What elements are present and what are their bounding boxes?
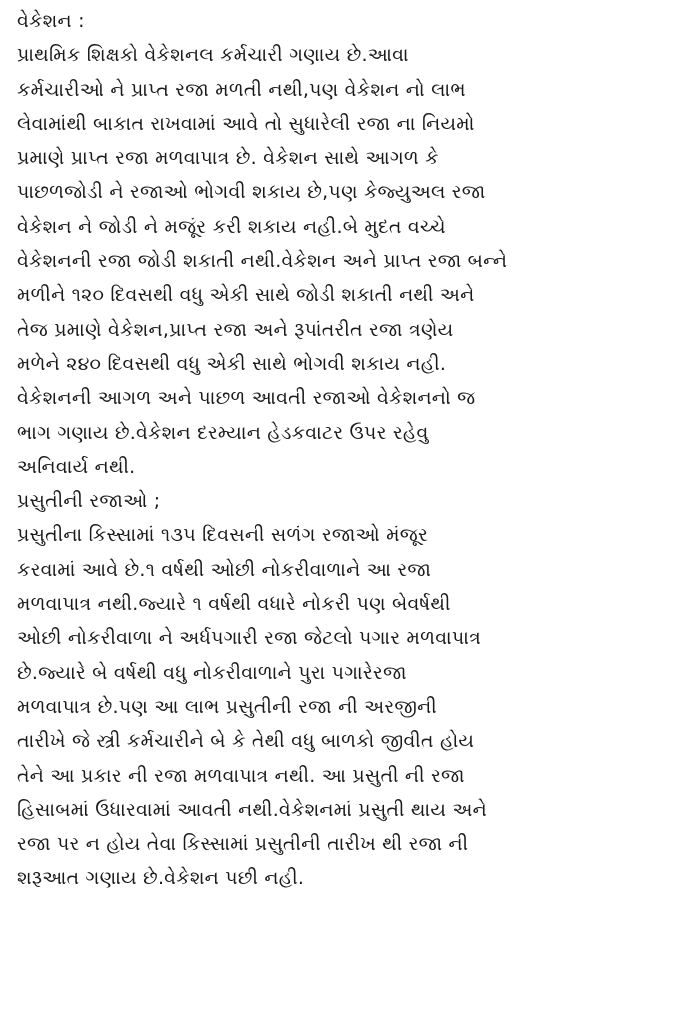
- text-line: મળવાપાત્ર નથી.જ્યારે ૧ વર્ષથી વધારે નોકરી પણ બેવર્ષથી: [17, 593, 451, 616]
- text-line: વેકેશનની આગળ અને પાછળ આવતી રજાઓ વેકેશનનો જ: [17, 387, 476, 410]
- text-line: મળીને ૧૨૦ દિવસથી વધુ એકી સાથે જોડી શકાતી નથી અને: [17, 284, 475, 307]
- text-line: કરવામાં આવે છે.૧ વર્ષથી ઓછી નોકરીવાળાને આ રજા: [17, 558, 432, 581]
- section-heading-maternity-leave: પ્રસુતીની રજાઓ ;: [17, 490, 161, 513]
- text-line: રજા પર ન હોય તેવા કિસ્સામાં પ્રસુતીની તારીખ થી રજા ની: [17, 833, 469, 856]
- text-line: તેજ પ્રમાણે વેકેશન,પ્રાપ્ત રજા અને રૂપાંતરીત રજા ત્રણેય: [17, 318, 454, 341]
- text-line: તેને આ પ્રકાર ની રજા મળવાપાત્ર નથી. આ પ્રસુતી ની રજા: [17, 764, 465, 787]
- section-heading-vacation: વેકેશન :: [17, 10, 85, 32]
- text-line: લેવામાંથી બાકાત રાખવામાં આવે તો સુધારેલી રજા ના નિયમો: [17, 112, 475, 135]
- text-line: વેકેશન ને જોડી ને મજૂંર કરી શકાય નહી.બે મુદત વચ્ચે: [17, 215, 446, 238]
- text-line: મળેને ૨૪૦ દિવસથી વધુ એકી સાથે ભોગવી શકાય નહી.: [17, 352, 447, 375]
- text-line: પ્રમાણે પ્રાપ્ત રજા મળવાપાત્ર છે. વેકેશન સાથે આગળ કે: [17, 147, 439, 170]
- text-line: મળવાપાત્ર છે.પણ આ લાભ પ્રસુતીની રજા ની અરજીની: [17, 695, 437, 718]
- text-line: વેકેશનની રજા જોડી શકાતી નથી.વેકેશન અને પ્રાપ્ત રજા બન્ને: [17, 250, 508, 273]
- text-line: ભાગ ગણાય છે.વેકેશન દરમ્યાન હેડકવાટર ઉપર રહેવુ: [17, 421, 429, 444]
- text-line: પ્રાથમિક શિક્ષકો વેકેશનલ કર્મચારી ગણાય છે.આવા: [17, 44, 409, 67]
- text-line: અનિવાર્ય નથી.: [17, 455, 136, 478]
- text-line: શરૂઆત ગણાય છે.વેકેશન પછી નહી.: [17, 867, 305, 890]
- text-line: પ્રસુતીના કિસ્સામાં ૧૩૫ દિવસની સળંગ રજાઓ મંજૂર: [17, 524, 428, 547]
- text-line: પાછળજોડી ને રજાઓ ભોગવી શકાય છે,પણ કેજ્યુઅલ રજા: [17, 181, 486, 204]
- text-line: તારીખે જે સ્ત્રી કર્મચારીને બે કે તેથી વધુ બાળકો જીવીત હોય: [17, 730, 475, 753]
- text-line: છે.જ્યારે બે વર્ષથી વધુ નોકરીવાળાને પુરા પગારેરજા: [17, 661, 407, 684]
- text-line: હિસાબમાં ઉધારવામાં આવતી નથી.વેકેશનમાં પ્રસુતી થાય અને: [17, 798, 487, 821]
- text-line: ઓછી નોકરીવાળા ને અર્ધપગારી રજા જેટલો પગાર મળવાપાત્ર: [17, 627, 481, 650]
- text-line: કર્મચારીઓ ને પ્રાપ્ત રજા મળતી નથી,પણ વેકેશન નો લાભ: [17, 78, 466, 101]
